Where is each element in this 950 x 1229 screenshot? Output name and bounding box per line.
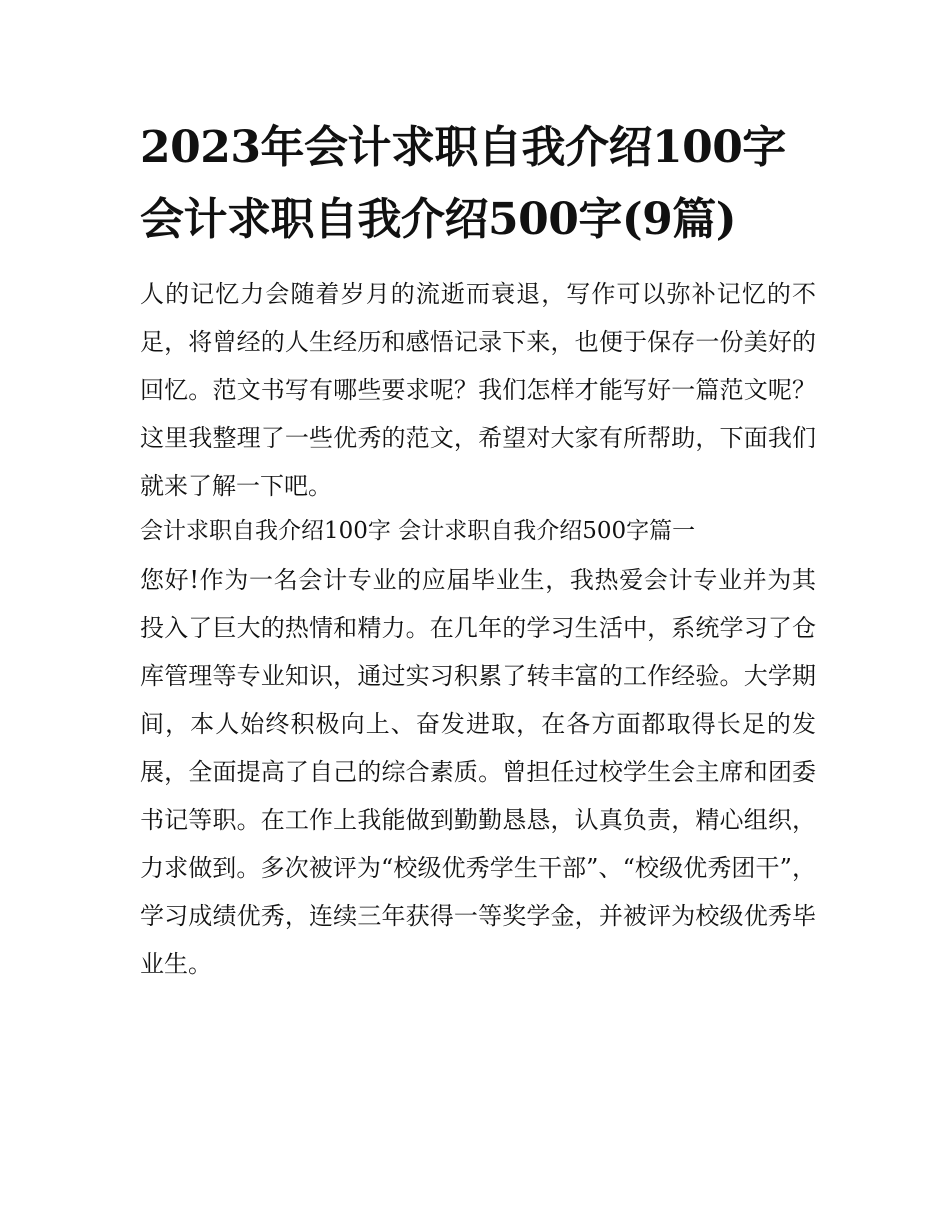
- intro-paragraph: 人的记忆力会随着岁月的流逝而衰退，写作可以弥补记忆的不足，将曾经的人生经历和感悟记录下来，也便于保存一份美好的回忆。范文书写有哪些要求呢？我们怎样才能写好一篇范文呢？这里我整理了一些优秀的范文，希望对大家有所帮助，下面我们就来了解一下吧。: [140, 280, 816, 500]
- document-page: [140, 112, 816, 988]
- section-heading: 会计求职自我介绍100字 会计求职自我介绍500字篇一: [140, 518, 696, 544]
- document-title: 2023年会计求职自我介绍100字 会计求职自我介绍500字(9篇): [140, 122, 786, 245]
- body-paragraph: 您好!作为一名会计专业的应届毕业生，我热爱会计专业并为其投入了巨大的热情和精力。在几年的学习生活中，系统学习了仓库管理等专业知识，通过实习积累了转丰富的工作经验。大学期间，本人始终积极向上、奋发进取，在各方面都取得长足的发展，全面提高了自己的综合素质。曾担任过校学生会主席和团委书记等职。在工作上我能做到勤勤恳恳，认真负责，精心组织，力求做到。多次被评为“校级优秀学生干部”、“校级优秀团干”，学习成绩优秀，连续三年获得一等奖学金，并被评为校级优秀毕业生。: [140, 566, 816, 978]
